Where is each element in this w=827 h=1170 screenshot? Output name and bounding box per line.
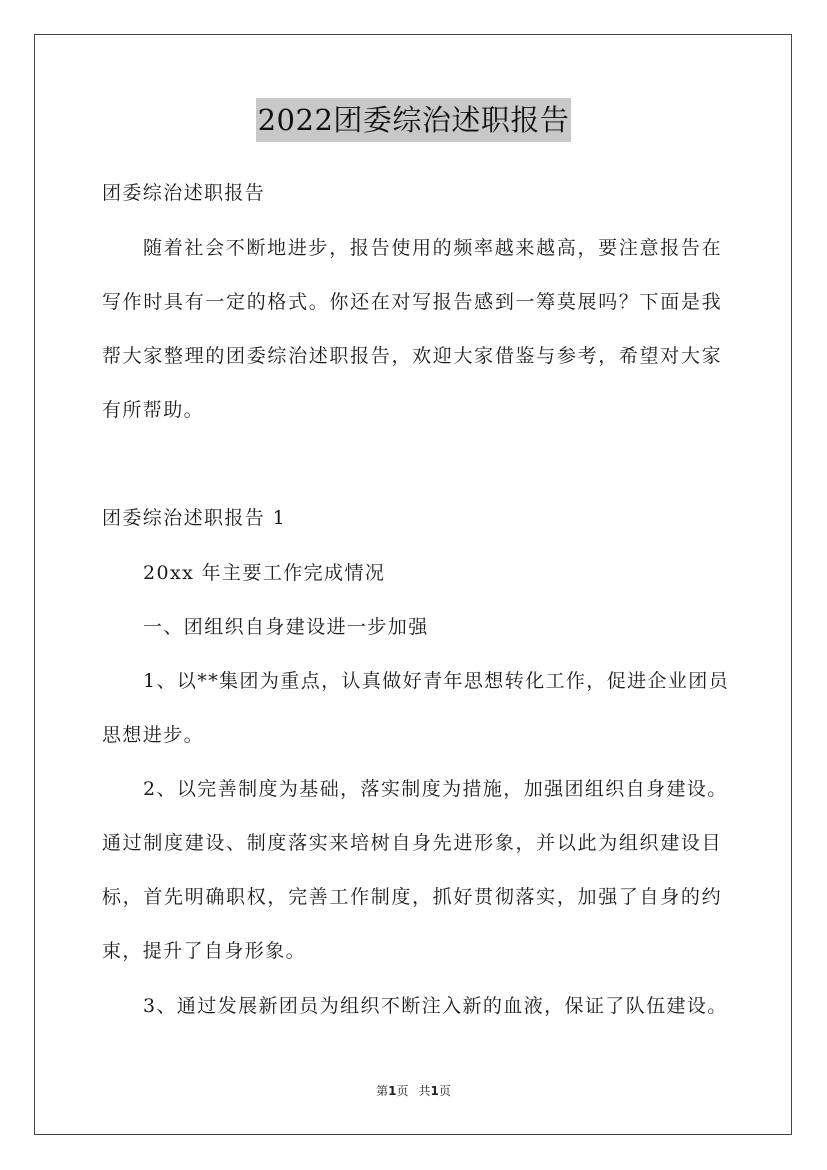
paragraph-line: 思想进步。 (102, 724, 205, 746)
page-label-prefix: 第 (376, 1084, 389, 1098)
page-label-suffix: 页 (396, 1084, 409, 1098)
total-label-prefix: 共 (418, 1084, 431, 1098)
paragraph-line: 3、通过发展新团员为组织不断注入新的血液，保证了队伍建设。 (143, 995, 728, 1017)
section-heading: 团委综治述职报告 (102, 182, 266, 204)
paragraph-line: 帮大家整理的团委综治述职报告，欢迎大家借鉴与参考，希望对大家 (102, 345, 722, 367)
paragraph-line: 写作时具有一定的格式。你还在对写报告感到一筹莫展吗？下面是我 (102, 291, 722, 313)
document-title: 2022团委综治述职报告 (256, 98, 572, 142)
section-heading: 团委综治述职报告 1 (102, 507, 287, 529)
total-pages: 1 (430, 1084, 439, 1098)
paragraph-line: 标，首先明确职权，完善工作制度，抓好贯彻落实，加强了自身的约 (102, 886, 722, 908)
paragraph-line: 通过制度建设、制度落实来培树自身先进形象，并以此为组织建设目 (102, 832, 722, 854)
paragraph-line: 20xx 年主要工作完成情况 (143, 562, 386, 584)
paragraph-line: 束，提升了自身形象。 (102, 940, 307, 962)
paragraph-line: 随着社会不断地进步，报告使用的频率越来越高，要注意报告在 (143, 237, 722, 259)
paragraph-line: 2、以完善制度为基础，落实制度为措施，加强团组织自身建设。 (143, 778, 728, 800)
paragraph-line: 一、团组织自身建设进一步加强 (143, 616, 429, 638)
paragraph-line: 1、以**集团为重点，认真做好青年思想转化工作，促进企业团员 (143, 670, 730, 692)
page-footer (0, 1083, 827, 1099)
total-label-suffix: 页 (438, 1084, 451, 1098)
title-container (0, 98, 827, 142)
paragraph-line: 有所帮助。 (102, 399, 205, 421)
page-number: 1 (388, 1084, 397, 1098)
